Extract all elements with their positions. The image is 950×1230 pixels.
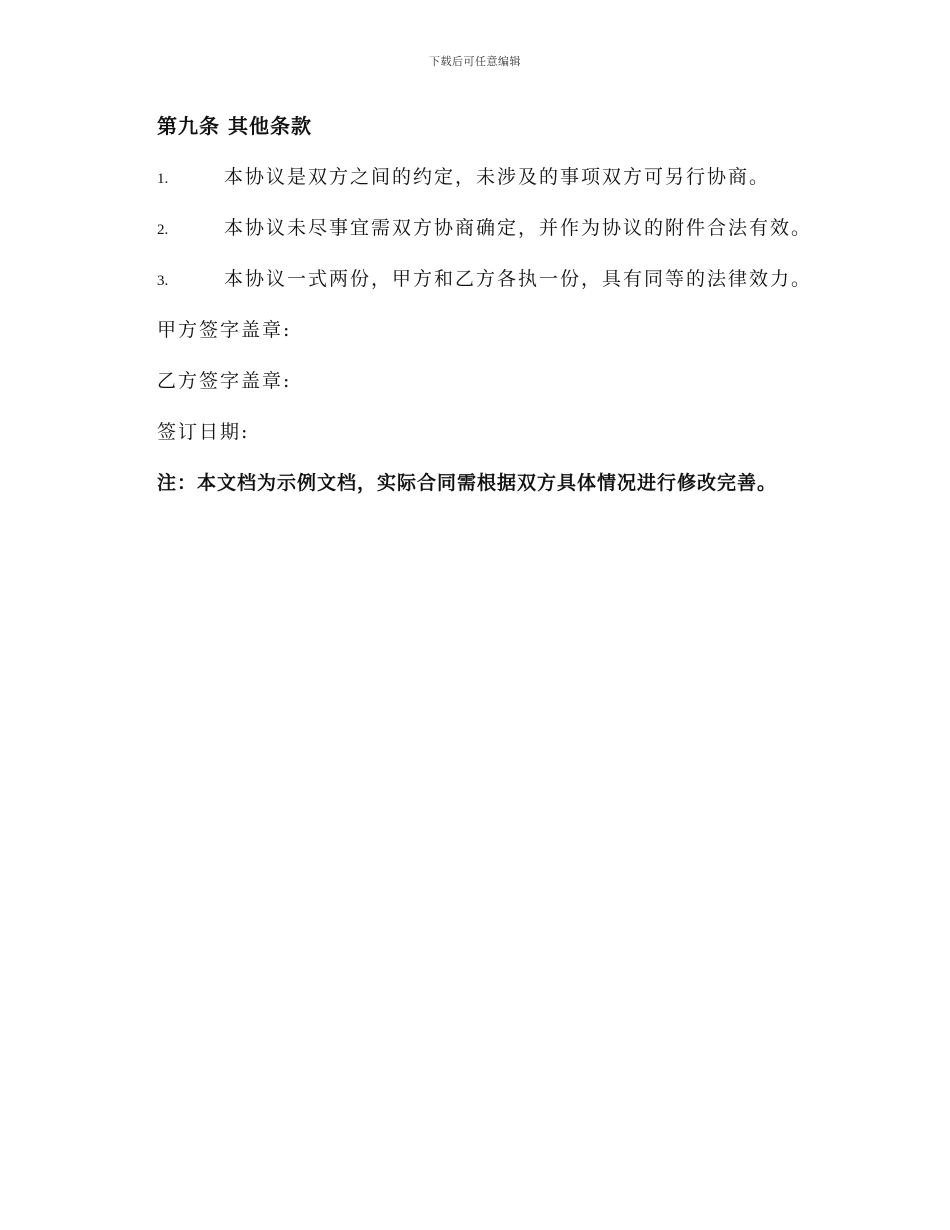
clause-number: 1. — [157, 171, 169, 187]
document-body — [157, 112, 857, 497]
clause-text: 本协议未尽事宜需双方协商确定，并作为协议的附件合法有效。 — [224, 217, 813, 239]
clause-item — [157, 265, 857, 293]
party-a-signature-line: 甲方签字盖章: — [157, 319, 292, 341]
document-note: 注：本文档为示例文档，实际合同需根据双方具体情况进行修改完善。 — [157, 472, 778, 494]
party-b-signature-line: 乙方签字盖章: — [157, 370, 292, 392]
clause-text: 本协议一式两份，甲方和乙方各执一份，具有同等的法律效力。 — [224, 268, 813, 290]
clause-item — [157, 163, 857, 191]
section-title: 第九条 其他条款 — [157, 114, 312, 138]
clause-number: 2. — [157, 222, 169, 238]
signing-date-line: 签订日期: — [157, 421, 250, 443]
page-header: 下载后可任意编辑 — [429, 55, 521, 68]
clause-text: 本协议是双方之间的约定，未涉及的事项双方可另行协商。 — [224, 166, 771, 188]
clause-number: 3. — [157, 273, 169, 289]
clause-item — [157, 214, 857, 242]
